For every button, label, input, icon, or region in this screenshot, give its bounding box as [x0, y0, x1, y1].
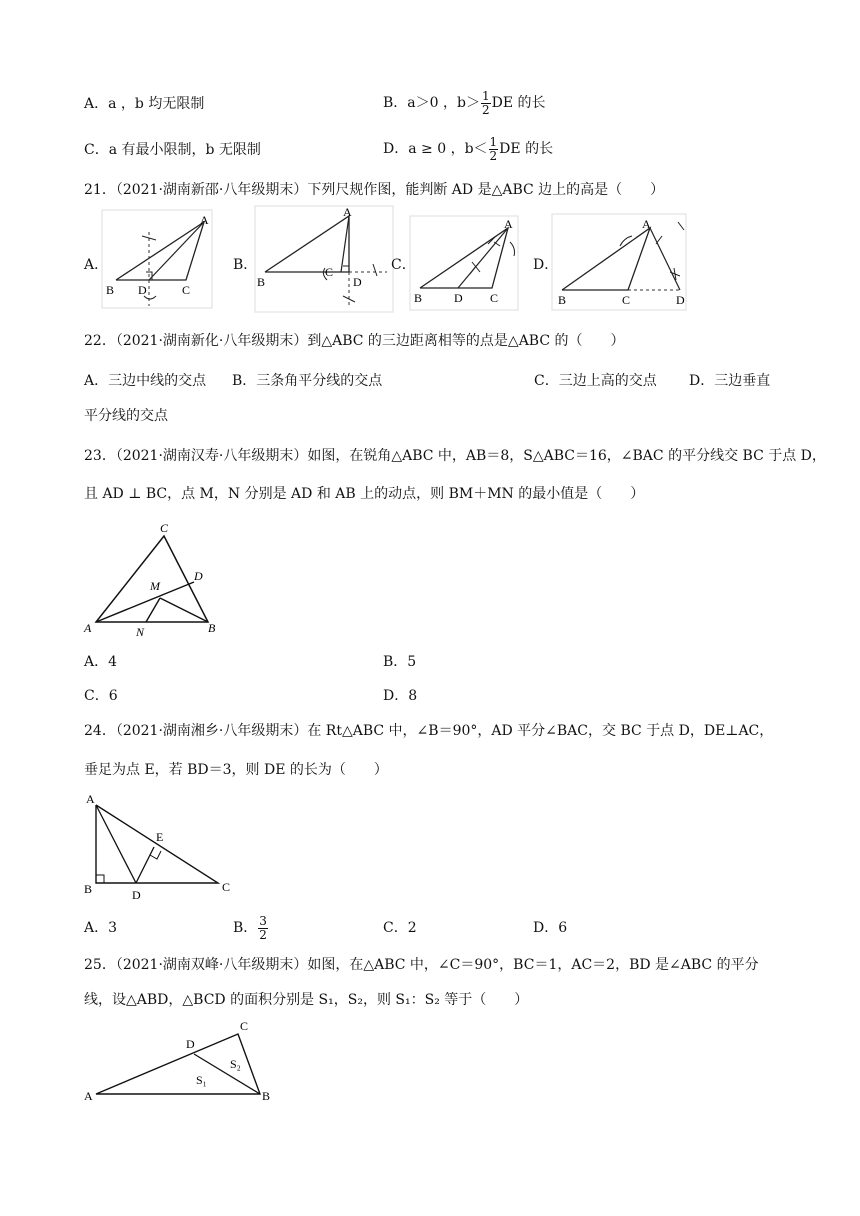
- q23-option-d[interactable]: D．8: [383, 688, 418, 704]
- arc-mark: [678, 222, 684, 230]
- q25-figure: [84, 1020, 284, 1110]
- denominator: 2: [481, 102, 490, 117]
- figure-frame: [102, 210, 212, 308]
- q21-figure-d: [552, 214, 688, 312]
- triangle-abd: [265, 216, 349, 272]
- q24-option-a[interactable]: A．3: [84, 920, 118, 936]
- triangle-abc: [96, 805, 218, 883]
- arc-mark: [656, 236, 662, 244]
- triangle-abc: [562, 228, 650, 290]
- option-label: C．: [84, 142, 109, 158]
- label-b: B: [106, 283, 115, 297]
- q22-stem: 22．（2021·湖南新化·八年级期末）到△ABC 的三边距离相等的点是△ABC 的（ ）: [84, 333, 625, 349]
- q21-option-d[interactable]: D．: [533, 257, 559, 273]
- denominator: 2: [489, 148, 498, 163]
- q22-option-d-continued: 平分线的交点: [84, 408, 168, 424]
- label-a: A: [84, 621, 92, 635]
- triangle-abc: [116, 222, 204, 280]
- q21-option-c[interactable]: C．: [391, 257, 416, 273]
- option-label: B．: [383, 95, 408, 111]
- label-s2: S₂: [230, 1057, 241, 1071]
- q20-option-b[interactable]: [383, 88, 546, 118]
- q22-option-d[interactable]: D．三边垂直: [689, 373, 771, 389]
- label-c: C: [325, 265, 334, 279]
- label-c: C: [490, 291, 499, 305]
- q24-figure: [84, 793, 244, 905]
- label-b: B: [208, 621, 216, 635]
- label-d: D: [454, 291, 463, 305]
- label-a: A: [642, 217, 651, 231]
- arc-mark: [373, 264, 377, 276]
- fraction: [489, 136, 499, 163]
- segment-ad: [96, 805, 136, 883]
- fraction: [481, 90, 491, 117]
- label-e: E: [156, 830, 164, 844]
- segment-ad: [149, 222, 204, 280]
- q23-option-b[interactable]: B．5: [383, 654, 417, 670]
- label-a: A: [200, 213, 209, 227]
- q23-option-c[interactable]: C．6: [84, 688, 118, 704]
- q21-figure-b: [255, 206, 395, 314]
- label-c: C: [222, 880, 231, 894]
- q21-figure-a: [102, 210, 214, 310]
- q23-stem-line1: 23．（2021·湖南汉寿·八年级期末）如图，在锐角△ABC 中，AB＝8，S△ABC＝16，∠BAC 的平分线交 BC 于点 D，: [84, 448, 826, 464]
- option-label: B．: [233, 920, 258, 936]
- right-angle-b: [96, 875, 104, 883]
- q24-option-c[interactable]: C．2: [383, 920, 417, 936]
- label-b: B: [262, 1089, 271, 1103]
- segment-mn: [146, 598, 160, 622]
- option-text: a 有最小限制，b 无限制: [108, 142, 261, 158]
- label-n: N: [136, 625, 145, 639]
- q24-option-b[interactable]: [233, 908, 269, 948]
- q23-option-a[interactable]: A．4: [84, 654, 118, 670]
- q22-option-a[interactable]: A．三边中线的交点: [84, 373, 207, 389]
- q21-option-a[interactable]: A．: [84, 257, 109, 273]
- option-text: DE 的长: [491, 95, 546, 111]
- segment-bm: [160, 598, 208, 622]
- q23-figure: [84, 520, 224, 640]
- label-b: B: [257, 275, 266, 289]
- label-b: B: [84, 882, 93, 896]
- option-text: DE 的长: [499, 141, 554, 157]
- label-s1: S₁: [196, 1073, 207, 1087]
- q24-stem-line1: 24．（2021·湖南湘乡·八年级期末）在 Rt△ABC 中，∠B＝90°，AD 平分∠BAC，交 BC 于点 D，DE⊥AC，: [84, 723, 774, 739]
- q20-option-d[interactable]: [383, 134, 553, 164]
- segment-ad: [96, 582, 194, 622]
- option-text: a ，b 均无限制: [108, 96, 205, 112]
- fraction: [258, 915, 268, 942]
- q23-stem-line2: 且 AD ⊥ BC，点 M，N 分别是 AD 和 AB 上的动点，则 BM＋MN 的最小值是（ ）: [84, 486, 645, 502]
- label-c: C: [622, 293, 631, 307]
- arc-mark: [510, 242, 515, 256]
- q21-stem: 21．（2021·湖南新邵·八年级期末）下列尺规作图，能判断 AD 是△ABC 边上的高是（ ）: [84, 182, 665, 198]
- label-a: A: [84, 1089, 93, 1103]
- label-a: A: [343, 205, 352, 219]
- label-m: M: [150, 579, 160, 593]
- label-d: D: [186, 1037, 195, 1051]
- numerator: 3: [259, 913, 267, 928]
- label-a: A: [504, 217, 513, 231]
- q22-option-b[interactable]: B．三条角平分线的交点: [232, 373, 383, 389]
- option-label: A．: [84, 96, 109, 112]
- label-b: B: [414, 291, 423, 305]
- label-d: D: [132, 888, 141, 902]
- q25-stem-line2: 线，设△ABD，△BCD 的面积分别是 S₁，S₂，则 S₁：S₂ 等于（ ）: [84, 992, 529, 1008]
- q24-stem-line2: 垂足为点 E，若 BD＝3，则 DE 的长为（ ）: [84, 762, 388, 778]
- arc-mark: [670, 268, 680, 280]
- q20-option-a[interactable]: [84, 94, 204, 114]
- option-text: a＞0 ，b＞: [407, 95, 480, 111]
- label-c: C: [160, 521, 169, 535]
- option-text: a ≥ 0 ，b＜: [408, 141, 488, 157]
- label-d: D: [353, 275, 362, 289]
- numerator: 1: [489, 134, 498, 149]
- numerator: 1: [481, 88, 490, 103]
- figure-frame: [255, 206, 393, 312]
- denominator: 2: [259, 927, 267, 942]
- label-c: C: [182, 283, 191, 297]
- label-d: D: [676, 293, 685, 307]
- label-c: C: [240, 1019, 249, 1033]
- figure-frame: [410, 216, 518, 310]
- label-a: A: [86, 792, 95, 806]
- q21-figure-c: [410, 216, 520, 312]
- label-b: B: [558, 293, 567, 307]
- segment-ac: [341, 216, 349, 272]
- q22-option-c[interactable]: C．三边上高的交点: [534, 373, 657, 389]
- q25-stem-line1: 25．（2021·湖南双峰·八年级期末）如图，在△ABC 中，∠C＝90°，BC＝1，AC＝2，BD 是∠ABC 的平分: [84, 957, 759, 973]
- segment-ad: [650, 228, 680, 290]
- label-d: D: [194, 569, 203, 583]
- label-d: D: [138, 283, 147, 297]
- q21-option-b[interactable]: B．: [233, 257, 258, 273]
- q24-option-d[interactable]: D．6: [533, 920, 568, 936]
- option-label: D．: [383, 141, 409, 157]
- q20-option-c[interactable]: [84, 140, 261, 160]
- segment-de: [136, 847, 154, 883]
